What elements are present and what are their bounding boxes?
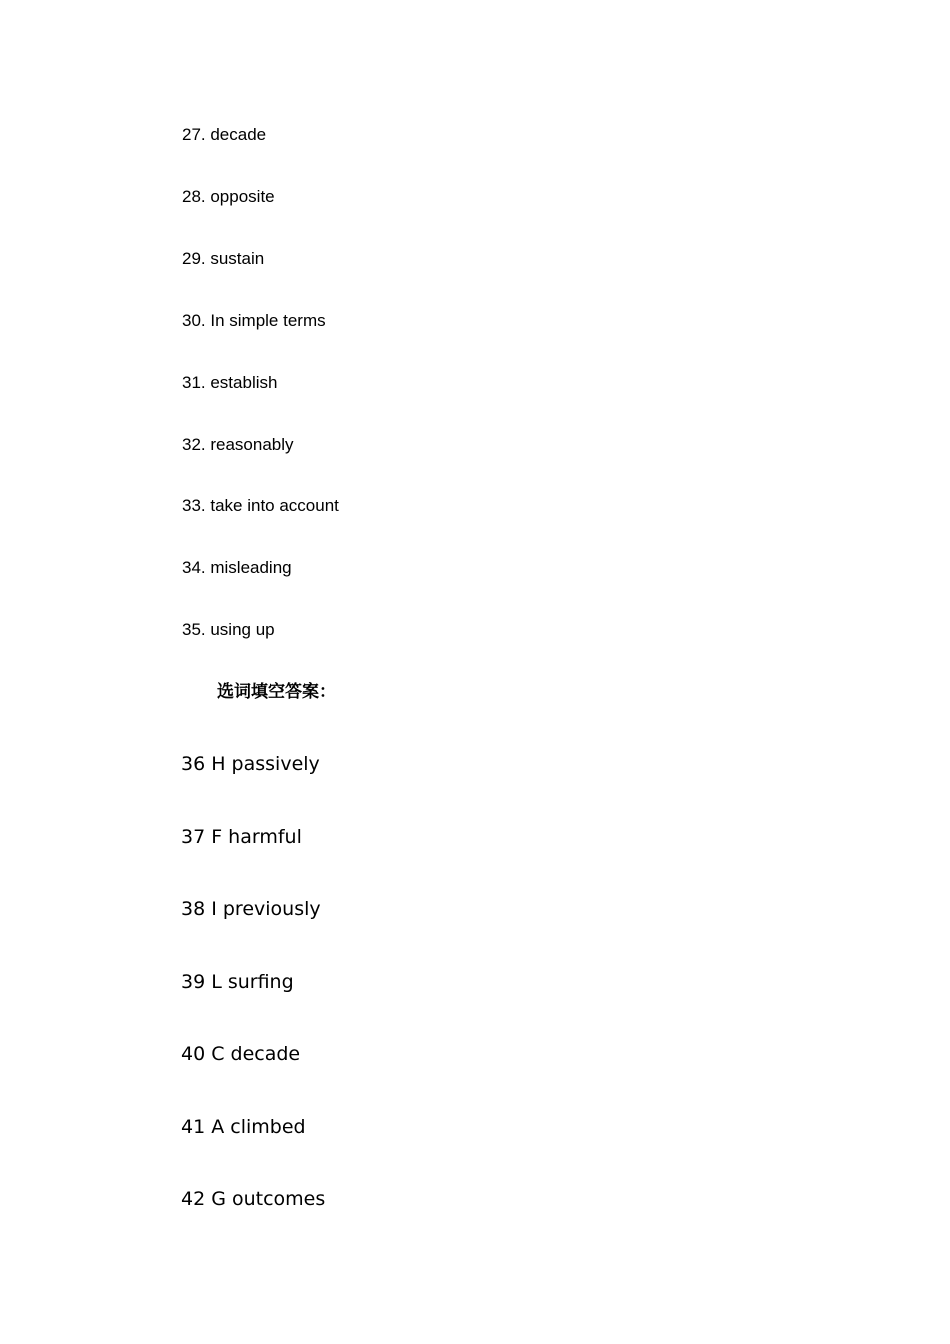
vocab-item-29: 29. sustain [182, 249, 265, 268]
vocab-item-33: 33. take into account [182, 496, 339, 515]
section-heading: 选词填空答案： [217, 682, 336, 702]
answer-item-41: 41 A climbed [181, 1116, 306, 1138]
vocab-item-27: 27. decade [182, 125, 267, 144]
vocab-item-34: 34. misleading [182, 558, 292, 577]
answer-item-39: 39 L surfing [181, 971, 294, 993]
answer-item-42: 42 G outcomes [181, 1188, 326, 1210]
answer-item-40: 40 C decade [181, 1043, 301, 1065]
answer-item-36: 36 H passively [181, 753, 320, 775]
vocab-item-28: 28. opposite [182, 187, 275, 206]
answer-item-37: 37 F harmful [181, 826, 302, 848]
vocab-item-31: 31. establish [182, 373, 278, 392]
vocab-item-30: 30. In simple terms [182, 311, 326, 330]
vocab-item-35: 35. using up [182, 620, 275, 639]
answer-item-38: 38 I previously [181, 898, 321, 920]
vocab-item-32: 32. reasonably [182, 435, 294, 454]
